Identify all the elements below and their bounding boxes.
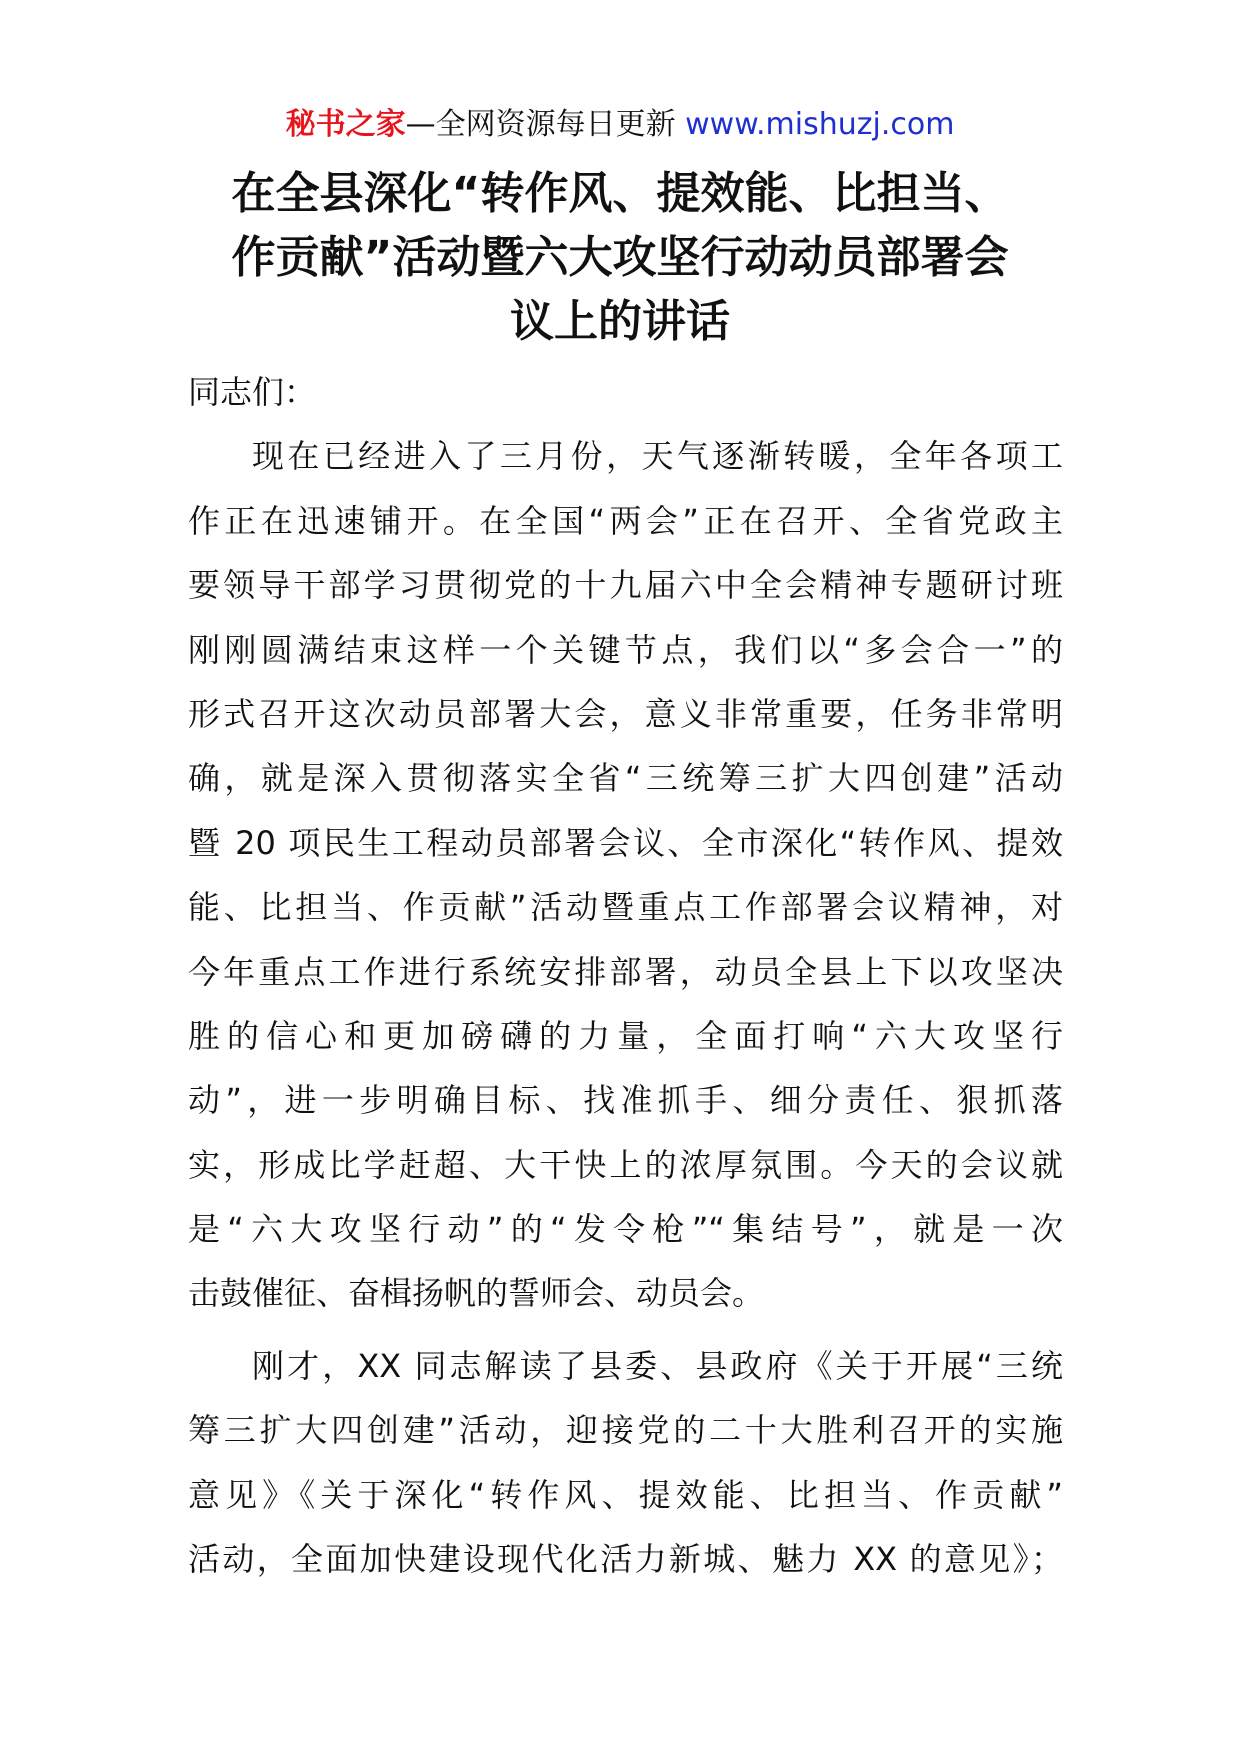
site-url-link[interactable]: www.mishuzj.com xyxy=(685,107,955,142)
paragraph-2 xyxy=(188,1334,1063,1592)
title-line: 议上的讲话 xyxy=(510,296,730,347)
text-line: 刚才，XX 同志解读了县委、县政府《关于开展“三统 xyxy=(252,1346,1063,1385)
text-line: 要领导干部学习贯彻党的十九届六中全会精神专题研讨班 xyxy=(188,566,1063,605)
text-line: 胜的信心和更加磅礴的力量，全面打响“六大攻坚行 xyxy=(188,1016,1063,1055)
site-brand: 秘书之家 xyxy=(285,107,406,142)
title-line: 作贡献”活动暨六大攻坚行动动员部署会 xyxy=(231,232,1009,283)
text-line: 动”，进一步明确目标、找准抓手、细分责任、狠抓落 xyxy=(188,1081,1063,1120)
site-header xyxy=(0,100,1240,150)
document-title xyxy=(140,162,1100,354)
text-line: 形式召开这次动员部署大会，意义非常重要，任务非常明 xyxy=(188,694,1063,733)
title-line: 在全县深化“转作风、提效能、比担当、 xyxy=(231,168,1009,219)
paragraph-gap xyxy=(188,1326,1063,1334)
salutation: 同志们： xyxy=(188,373,317,411)
document-body xyxy=(188,360,1063,1591)
text-line: 活动，全面加快建设现代化活力新城、魅力 XX 的意见》； xyxy=(188,1540,1063,1579)
paragraph-1 xyxy=(188,424,1063,1325)
text-line: 今年重点工作进行系统安排部署，动员全县上下以攻坚决 xyxy=(188,952,1063,991)
text-line: 筹三扩大四创建”活动，迎接党的二十大胜利召开的实施 xyxy=(188,1411,1063,1450)
text-line: 暨 20 项民生工程动员部署会议、全市深化“转作风、提效 xyxy=(188,823,1063,862)
site-tagline: —全网资源每日更新 xyxy=(405,107,676,142)
text-line: 能、比担当、作贡献”活动暨重点工作部署会议精神，对 xyxy=(188,888,1063,927)
text-line: 实，形成比学赶超、大干快上的浓厚氛围。今天的会议就 xyxy=(188,1145,1063,1184)
text-line: 刚刚圆满结束这样一个关键节点，我们以“多会合一”的 xyxy=(188,630,1063,669)
text-line: 现在已经进入了三月份，天气逐渐转暖，全年各项工 xyxy=(252,437,1063,476)
text-line: 作正在迅速铺开。在全国“两会”正在召开、全省党政主 xyxy=(188,501,1063,540)
text-line: 确，就是深入贯彻落实全省“三统筹三扩大四创建”活动 xyxy=(188,759,1063,798)
text-line: 意见》《关于深化“转作风、提效能、比担当、作贡献” xyxy=(188,1475,1063,1514)
text-line: 是“六大攻坚行动”的“发令枪”“集结号”，就是一次 xyxy=(188,1210,1063,1249)
text-line: 击鼓催征、奋楫扬帆的誓师会、动员会。 xyxy=(188,1274,765,1313)
